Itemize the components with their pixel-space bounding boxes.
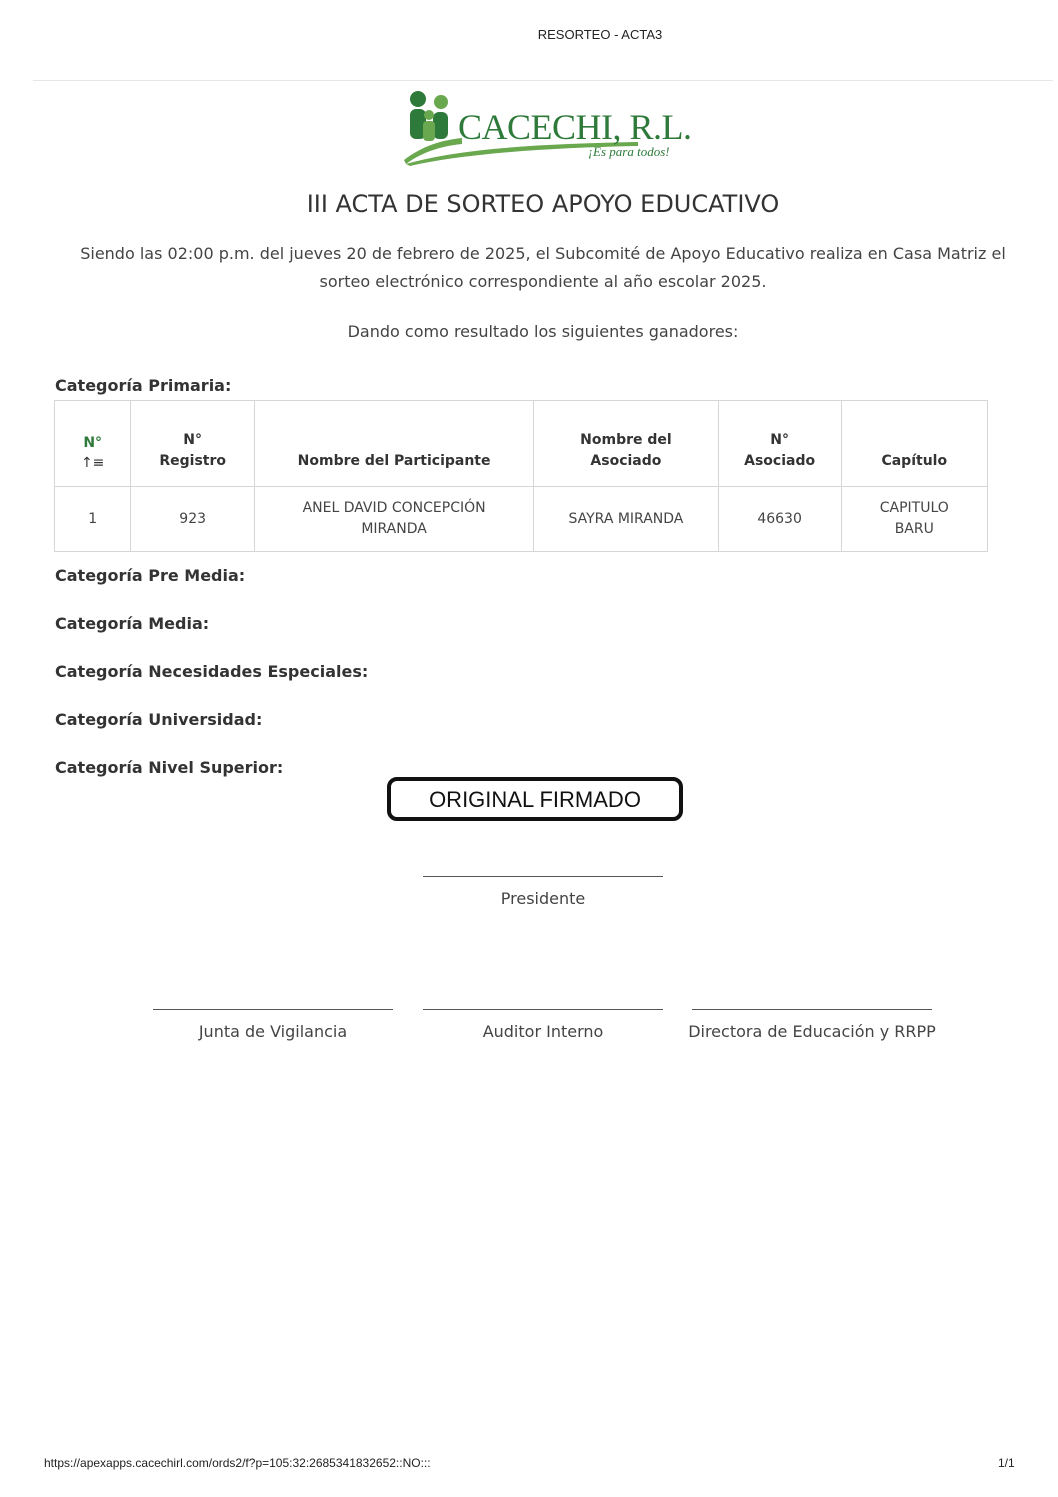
column-header-numero-asociado[interactable]: N° Asociado [718,401,841,487]
signature-label-directora: Directora de Educación y RRPP [688,1022,936,1041]
print-header: RESORTEO - ACTA3 [537,27,663,42]
category-media: Categoría Media: [55,614,210,633]
footer-url: https://apexapps.cacechirl.com/ords2/f?p=105:32:2685341832652::NO::: [44,1456,431,1470]
footer-page-number: 1/1 [998,1456,1015,1470]
cell-participante: ANEL DAVID CONCEPCIÓN MIRANDA [254,487,533,552]
table-row [55,487,988,552]
signature-line-junta [153,1009,393,1010]
header-divider [33,80,1053,81]
signature-line-directora [692,1009,932,1010]
column-header-asociado[interactable]: Nombre del Asociado [534,401,719,487]
logo-name: CACECHI, R.L. [458,107,692,147]
cell-capitulo: CAPITULO BARU [841,487,987,552]
sort-ascending-icon[interactable]: ↑≡ [80,455,105,471]
table-header-row [55,401,988,487]
signature-label-auditor: Auditor Interno [482,1022,604,1041]
cell-number: 1 [55,487,131,552]
column-header-registro[interactable]: N° Registro [131,401,255,487]
signature-line-presidente [423,876,663,877]
column-header-number-label: N° [83,435,103,451]
signature-label-presidente: Presidente [500,889,586,908]
cacechi-logo [402,88,692,168]
cell-numero-asociado: 46630 [718,487,841,552]
category-pre-media: Categoría Pre Media: [55,566,246,585]
column-header-number[interactable] [55,401,131,487]
signature-line-auditor [423,1009,663,1010]
category-necesidades-especiales: Categoría Necesidades Especiales: [55,662,369,681]
cell-asociado: SAYRA MIRANDA [534,487,719,552]
results-intro: Dando como resultado los siguientes ganadores: [347,322,739,341]
cell-registro: 923 [131,487,255,552]
intro-paragraph: Siendo las 02:00 p.m. del jueves 20 de febrero de 2025, el Subcomité de Apoyo Educativo realiza en Casa Matriz el sorteo electrónico correspondiente al año escolar 2025. [80,244,1006,291]
category-primaria: Categoría Primaria: [55,376,232,395]
category-nivel-superior: Categoría Nivel Superior: [55,758,284,777]
column-header-participante[interactable]: Nombre del Participante [254,401,533,487]
winners-table [54,400,988,552]
signed-stamp: ORIGINAL FIRMADO [387,777,683,821]
column-header-capitulo[interactable]: Capítulo [841,401,987,487]
logo-slogan: ¡Es para todos! [588,144,670,159]
category-universidad: Categoría Universidad: [55,710,263,729]
document-title: III ACTA DE SORTEO APOYO EDUCATIVO [306,190,780,218]
signature-label-junta: Junta de Vigilancia [198,1022,348,1041]
